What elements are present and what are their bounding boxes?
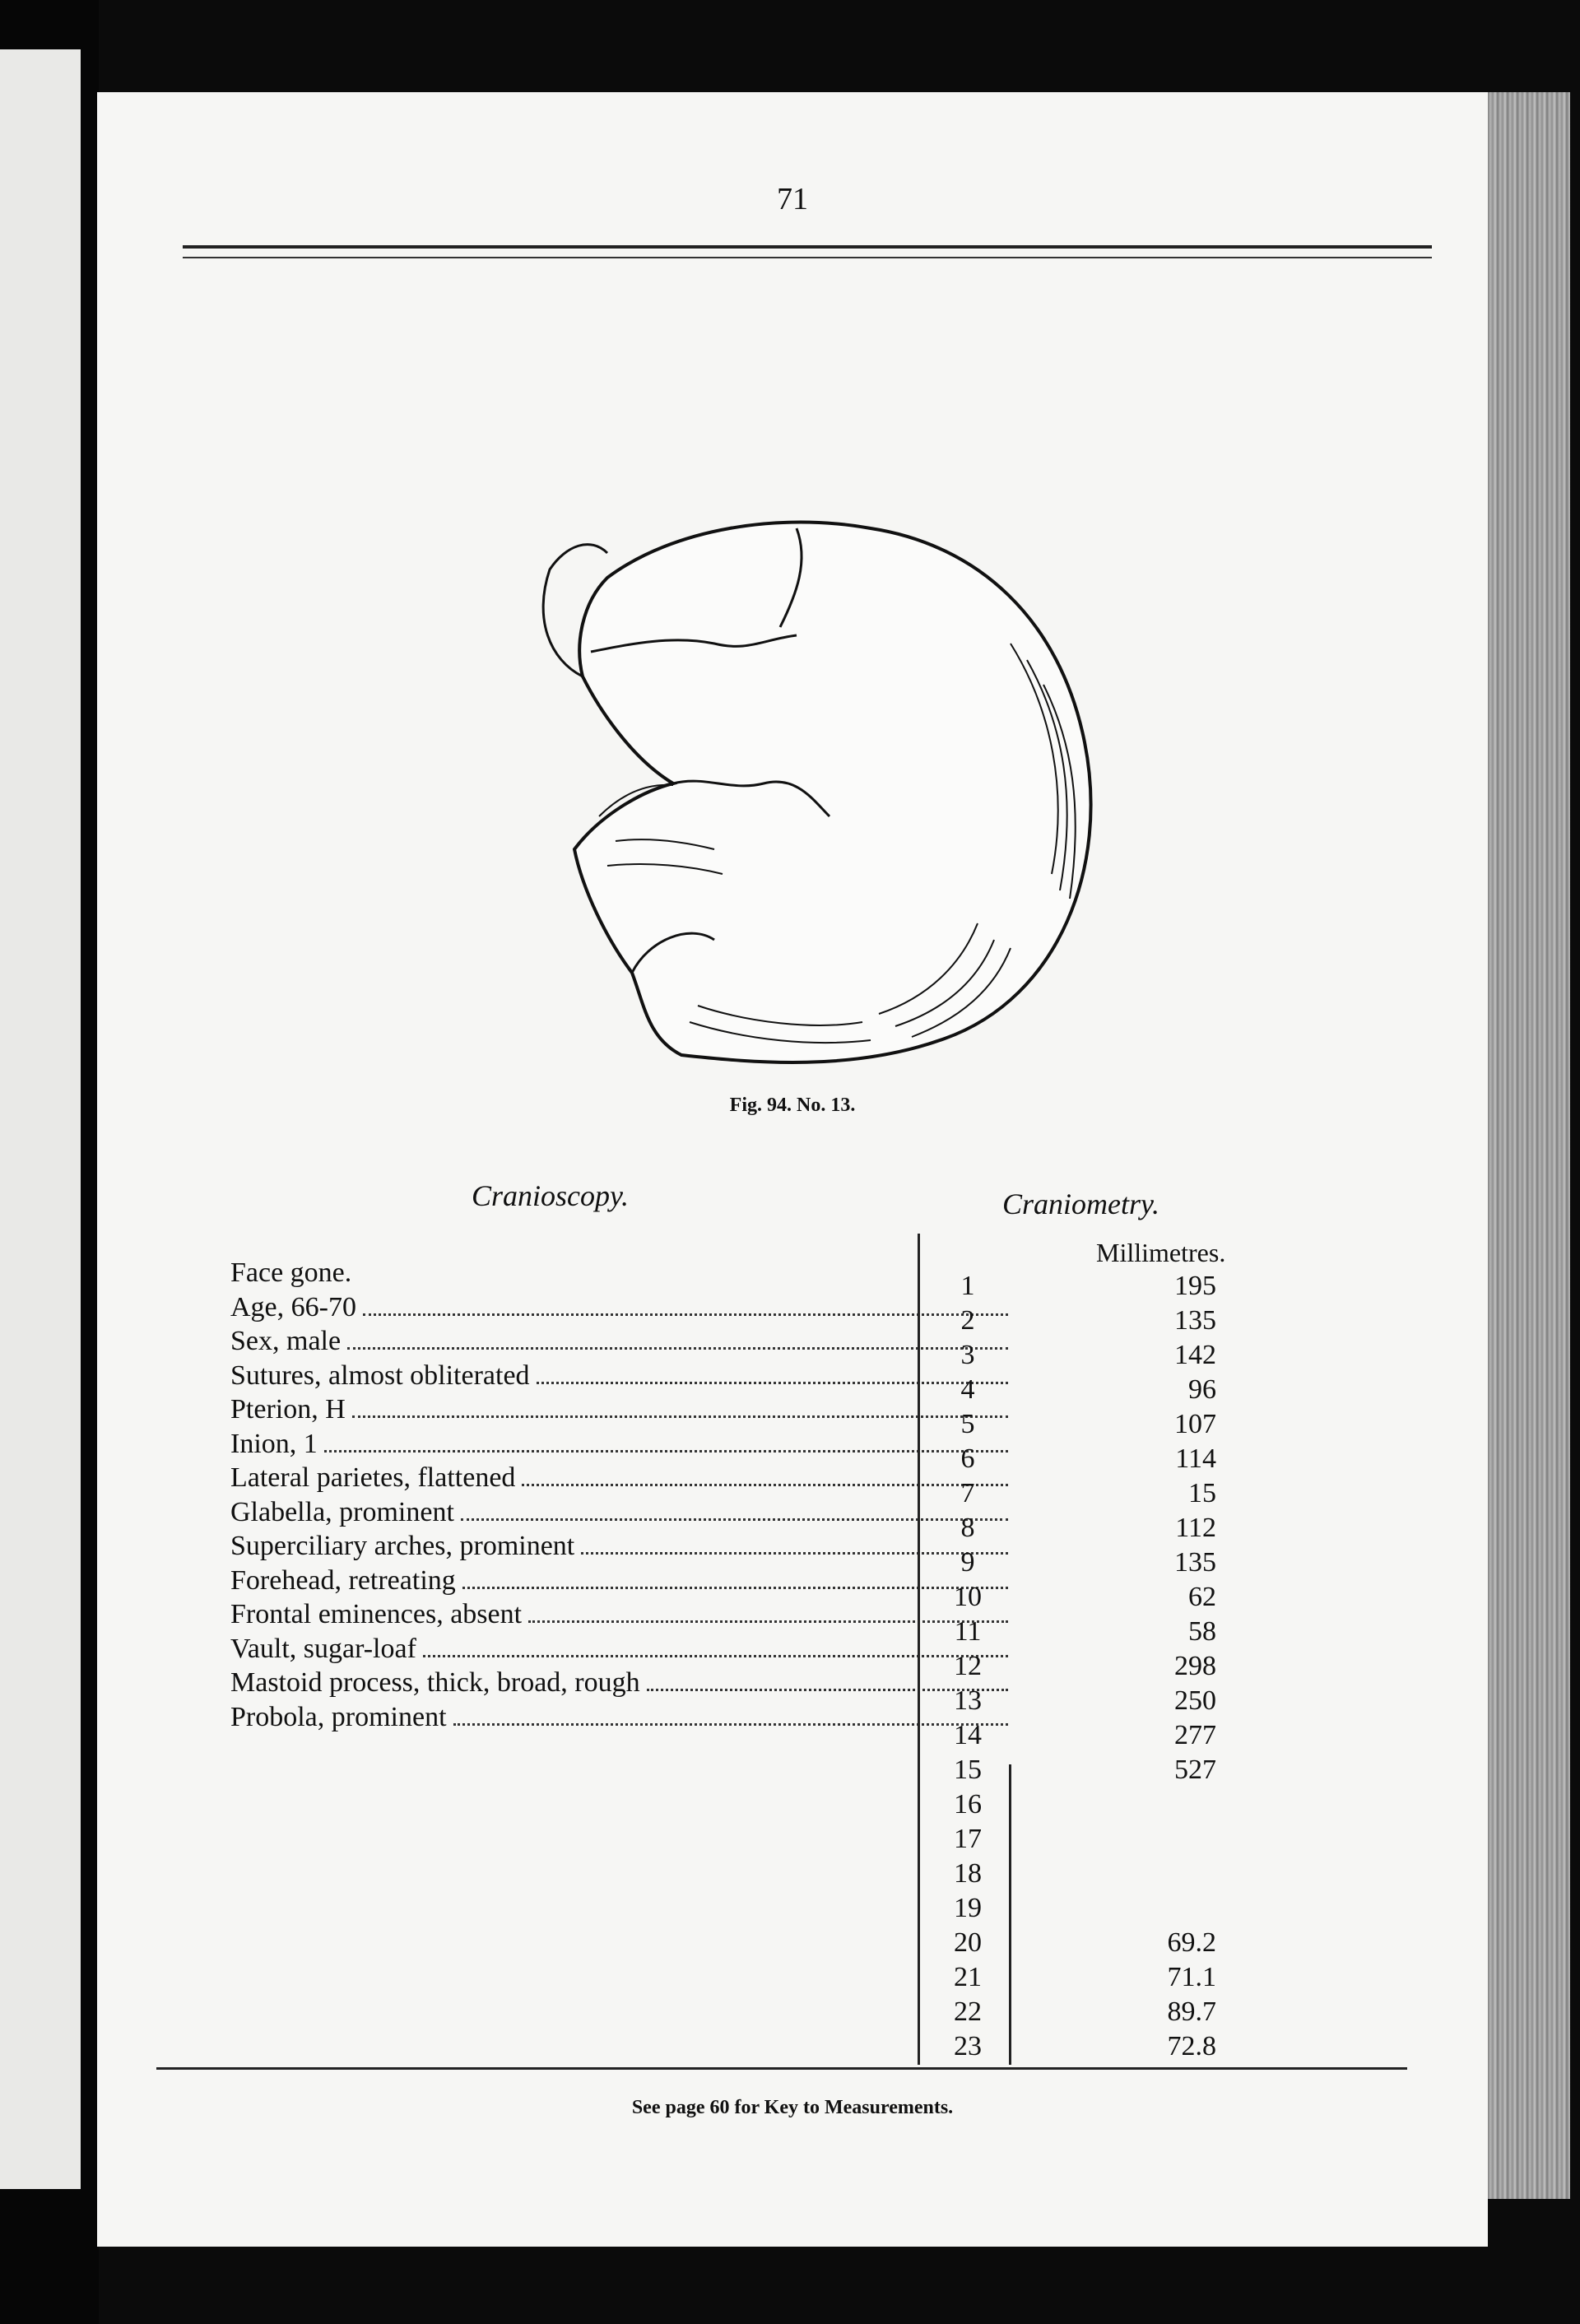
skull-illustration	[484, 430, 1183, 1088]
measurement-number: 16	[954, 1789, 982, 1820]
measurement-number: 8	[960, 1513, 975, 1543]
measurement-value: 107	[1174, 1409, 1216, 1439]
measurement-value: 527	[1174, 1755, 1216, 1785]
footer-rule	[156, 2067, 1407, 2070]
measurement-value: 142	[1174, 1340, 1216, 1370]
measurement-value: 69.2	[1167, 1927, 1216, 1958]
facing-page-edge	[0, 49, 81, 2189]
header-rule-thin	[183, 257, 1432, 258]
measurement-number: 20	[954, 1927, 982, 1958]
measurement-number: 9	[960, 1547, 975, 1578]
measurement-value: 112	[1175, 1513, 1216, 1543]
measurement-value: 114	[1175, 1443, 1216, 1474]
measurement-value: 72.8	[1167, 2031, 1216, 2061]
measurement-number: 1	[960, 1271, 975, 1301]
column-divider	[918, 1234, 920, 2065]
measurement-number: 12	[954, 1651, 982, 1681]
figure-caption: Fig. 94. No. 13.	[729, 1095, 856, 1116]
list-item: Frontal eminences, absent	[230, 1599, 1008, 1634]
measurement-value: 195	[1174, 1271, 1216, 1301]
list-item: Lateral parietes, flattened	[230, 1462, 1008, 1497]
measurement-number: 11	[954, 1616, 982, 1647]
measurement-value: 15	[1188, 1478, 1216, 1508]
book-page-edges	[1488, 92, 1570, 2199]
measurement-number: 14	[954, 1720, 982, 1750]
measurement-number: 17	[954, 1824, 982, 1854]
unit-heading: Millimetres.	[1096, 1238, 1226, 1267]
list-item: Sutures, almost obliterated	[230, 1360, 1008, 1395]
list-item: Age, 66-70	[230, 1292, 1008, 1327]
list-item: Forehead, retreating	[230, 1565, 1008, 1600]
measurement-number: 2	[960, 1305, 975, 1336]
list-item: Inion, 1	[230, 1429, 1008, 1463]
measurement-value: 62	[1188, 1582, 1216, 1612]
measurement-value-column	[1093, 1269, 1216, 2064]
measurement-number: 21	[954, 1962, 982, 1992]
list-item: Glabella, prominent	[230, 1497, 1008, 1532]
measurement-value: 135	[1174, 1305, 1216, 1336]
list-item: Probola, prominent	[230, 1702, 1008, 1736]
footnote: See page 60 for Key to Measurements.	[631, 2097, 954, 2118]
measurement-number: 15	[954, 1755, 982, 1785]
list-item: Superciliary arches, prominent	[230, 1531, 1008, 1565]
column-divider-lower	[1009, 1764, 1011, 2065]
page-number: 71	[777, 182, 808, 216]
list-item: Sex, male	[230, 1326, 1008, 1360]
measurement-value: 135	[1174, 1547, 1216, 1578]
measurement-value: 250	[1174, 1685, 1216, 1716]
measurement-number: 7	[960, 1478, 975, 1508]
measurement-value	[1093, 1822, 1216, 1857]
list-item: Face gone.	[230, 1257, 352, 1288]
measurement-number: 13	[954, 1685, 982, 1716]
measurement-number-column	[935, 1269, 1001, 2064]
list-item: Vault, sugar-loaf	[230, 1634, 1008, 1668]
cranioscopy-list	[230, 1257, 1008, 1736]
craniometry-heading: Craniometry.	[1002, 1188, 1160, 1220]
measurement-number: 22	[954, 1996, 982, 2027]
list-item: Mastoid process, thick, broad, rough	[230, 1667, 1008, 1702]
measurement-number: 5	[960, 1409, 975, 1439]
measurement-value	[1093, 1857, 1216, 1891]
measurement-number: 19	[954, 1893, 982, 1923]
measurement-number: 3	[960, 1340, 975, 1370]
measurement-number: 23	[954, 2031, 982, 2061]
measurement-value: 58	[1188, 1616, 1216, 1647]
book-page	[97, 92, 1488, 2247]
list-item: Pterion, H	[230, 1394, 1008, 1429]
measurement-value: 96	[1188, 1374, 1216, 1405]
measurement-value: 89.7	[1167, 1996, 1216, 2027]
measurement-value	[1093, 1891, 1216, 1926]
measurement-number: 6	[960, 1443, 975, 1474]
measurement-number: 18	[954, 1858, 982, 1889]
measurement-number: 4	[960, 1374, 975, 1405]
cranioscopy-heading: Cranioscopy.	[472, 1179, 630, 1212]
measurement-number: 10	[954, 1582, 982, 1612]
measurement-value: 298	[1174, 1651, 1216, 1681]
measurement-value: 277	[1174, 1720, 1216, 1750]
measurement-value: 71.1	[1167, 1962, 1216, 1992]
measurement-value	[1093, 1787, 1216, 1822]
header-rule	[183, 245, 1432, 249]
